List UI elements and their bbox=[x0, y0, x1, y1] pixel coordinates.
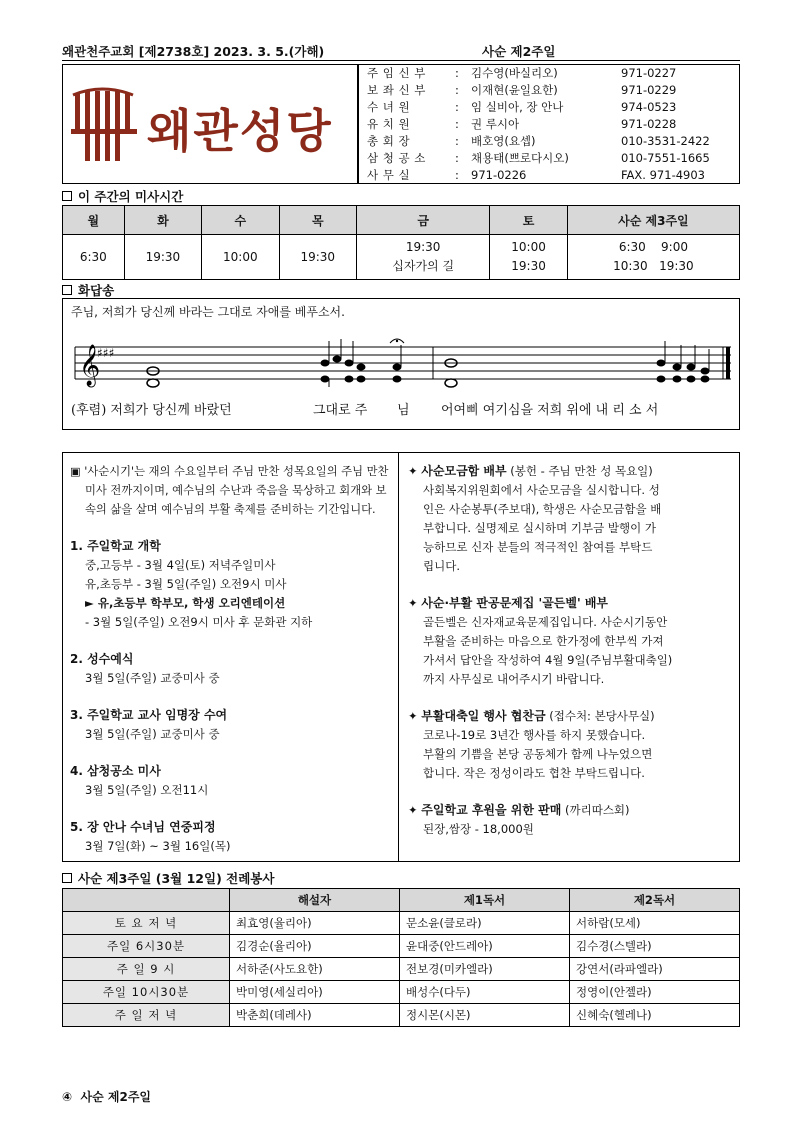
notice-title-note: (까리따스회) bbox=[565, 803, 630, 817]
staff-phone: 971-0227 bbox=[621, 66, 677, 80]
psalm-section-title: 화답송 bbox=[62, 281, 114, 299]
svg-text:𝄞: 𝄞 bbox=[79, 345, 101, 386]
duty-section-title: 사순 제3주일 (3월 12일) 전례봉사 bbox=[62, 869, 274, 887]
staff-phone: 971-0228 bbox=[621, 117, 677, 131]
parish-logo-box bbox=[62, 64, 358, 184]
square-bullet-icon bbox=[62, 191, 72, 201]
header-rule bbox=[62, 60, 740, 61]
liturgy-duty-table bbox=[62, 888, 740, 1027]
square-bullet-icon bbox=[62, 873, 72, 883]
psalm-box bbox=[62, 298, 740, 430]
notice-title: 주일학교 후원을 위한 판매 bbox=[421, 803, 562, 817]
svg-text:♯♯♯: ♯♯♯ bbox=[97, 346, 115, 360]
notice-block bbox=[408, 707, 734, 783]
notice-block bbox=[408, 801, 734, 839]
square-bullet-icon bbox=[62, 285, 72, 295]
mass-time: 19:30 bbox=[279, 235, 356, 280]
psalm-lyric: 어여삐 여기심을 저희 위에 내 리 소 서 bbox=[441, 403, 659, 418]
minister-name: 최효영(율리아) bbox=[230, 912, 400, 935]
mass-slot: 주일 10시30분 bbox=[63, 981, 230, 1004]
minister-name: 김수경(스텔라) bbox=[570, 935, 740, 958]
notice-line: 까지 사무실로 내어주시기 바랍니다. bbox=[423, 672, 605, 686]
orientation-highlight: ► 유,초등부 학부모, 학생 오리엔테이션 bbox=[85, 596, 286, 610]
parish-logo-icon bbox=[67, 87, 141, 163]
page-number: ④ bbox=[62, 1090, 73, 1104]
notice-line: 인은 사순봉투(주보대), 학생은 사순모금함을 배 bbox=[423, 502, 662, 516]
staff-row bbox=[359, 99, 739, 116]
notice-block bbox=[408, 462, 734, 576]
bulletin-header bbox=[62, 42, 740, 60]
duty-header bbox=[63, 889, 230, 912]
minister-name: 문소윤(클로라) bbox=[400, 912, 570, 935]
staff-name: 권 루시아 bbox=[471, 117, 520, 131]
mass-slot: 주 일 9 시 bbox=[63, 958, 230, 981]
day-header: 사순 제3주일 bbox=[567, 206, 739, 235]
staff-role: 유 치 원 bbox=[367, 117, 411, 131]
staff-row bbox=[359, 82, 739, 99]
staff-role: 삼 청 공 소 bbox=[367, 151, 426, 165]
day-header: 월 bbox=[63, 206, 125, 235]
staff-role: 수 녀 원 bbox=[367, 100, 411, 114]
staff-phone: 010-7551-1665 bbox=[621, 151, 710, 165]
colon: : bbox=[455, 83, 459, 97]
duty-header: 해설자 bbox=[230, 889, 400, 912]
notice-line: 능하므로 신자 분들의 적극적인 참여를 부탁드 bbox=[423, 540, 653, 554]
diamond-bullet-icon: ✦ bbox=[408, 596, 422, 610]
minister-name: 정영이(안젤라) bbox=[570, 981, 740, 1004]
staff-row bbox=[359, 65, 739, 82]
lent-intro: '사순시기'는 재의 수요일부터 주님 만찬 성목요일의 주님 만찬 미사 전까지이며, 예수님의 수난과 죽음을 묵상하고 회개와 보속의 삶을 살며 예수님의 부활 축제를 준비하는 기간입니다. bbox=[84, 465, 389, 516]
mass-slot: 토 요 저 녁 bbox=[63, 912, 230, 935]
day-header: 금 bbox=[356, 206, 489, 235]
mass-time-saturday: 10:00 19:30 bbox=[490, 235, 567, 280]
staff-phone: 971-0229 bbox=[621, 83, 677, 97]
psalm-lyric: 님 bbox=[397, 403, 410, 418]
table-row bbox=[63, 958, 740, 981]
notice-line: 된장,쌈장 - 18,000원 bbox=[423, 822, 534, 836]
minister-name: 정시몬(시몬) bbox=[400, 1004, 570, 1027]
diamond-bullet-icon: ✦ bbox=[408, 803, 422, 817]
staff-row bbox=[359, 116, 739, 133]
notice-line: 부활의 기쁨을 본당 공동체가 함께 나누었으면 bbox=[423, 747, 653, 761]
staff-role: 총 회 장 bbox=[367, 134, 411, 148]
colon: : bbox=[455, 66, 459, 80]
staff-row bbox=[359, 133, 739, 150]
notice-line: 립니다. bbox=[423, 559, 460, 573]
parish-name: 왜관성당 bbox=[147, 104, 333, 158]
notice-block bbox=[408, 594, 734, 689]
minister-name: 신혜숙(헬레나) bbox=[570, 1004, 740, 1027]
notice-title: 사순·부활 판공문제집 '골든벨' 배부 bbox=[421, 596, 609, 610]
notice-title: 4. 삼청공소 미사 bbox=[70, 764, 161, 778]
notice-title: 2. 성수예식 bbox=[70, 652, 134, 666]
staff-role: 보 좌 신 부 bbox=[367, 83, 426, 97]
notice-title-note: (봉헌 - 주님 만찬 성 목요일) bbox=[510, 464, 653, 478]
staff-phone: FAX. 971-4903 bbox=[621, 168, 705, 182]
day-header: 수 bbox=[202, 206, 279, 235]
psalm-lyric: (후렴) 저희가 당신께 바랐던 bbox=[71, 403, 232, 418]
day-header: 화 bbox=[124, 206, 201, 235]
notice-title: 3. 주일학교 교사 임명장 수여 bbox=[70, 708, 228, 722]
staff-phone: 974-0523 bbox=[621, 100, 677, 114]
notice-title: 부활대축일 행사 협찬금 bbox=[421, 709, 546, 723]
sunday-name: 사순 제2주일 bbox=[482, 44, 556, 59]
colon: : bbox=[455, 117, 459, 131]
staff-name: 971-0226 bbox=[471, 168, 527, 182]
minister-name: 박춘희(데레사) bbox=[230, 1004, 400, 1027]
staff-name: 이재현(윤일요한) bbox=[471, 83, 558, 97]
music-staff bbox=[71, 337, 735, 393]
staff-name: 김수영(바실리오) bbox=[471, 66, 558, 80]
minister-name: 서하람(모세) bbox=[570, 912, 740, 935]
day-header: 토 bbox=[490, 206, 567, 235]
psalm-refrain-text: 주님, 저희가 당신께 바라는 그대로 자애를 베푸소서. bbox=[71, 305, 345, 319]
mass-time: 19:30 bbox=[124, 235, 201, 280]
staff-role: 주 임 신 부 bbox=[367, 66, 426, 80]
staff-role: 사 무 실 bbox=[367, 168, 411, 182]
notice-line: 골든벨은 신자재교육문제집입니다. 사순시기동안 bbox=[423, 615, 668, 629]
notice-line: 가셔서 답안을 작성하여 4월 9일(주님부활대축일) bbox=[423, 653, 673, 667]
mass-time: 6:30 bbox=[63, 235, 125, 280]
staff-row bbox=[359, 150, 739, 167]
table-row bbox=[63, 935, 740, 958]
square-bullet-icon: ▣ bbox=[70, 465, 85, 478]
table-row bbox=[63, 1004, 740, 1027]
table-row bbox=[63, 912, 740, 935]
notice-line: 부활을 준비하는 마음으로 한가정에 한부씩 가져 bbox=[423, 634, 664, 648]
staff-directory bbox=[358, 64, 740, 184]
staff-row bbox=[359, 167, 739, 184]
notice-line: 합니다. 작은 정성이라도 협찬 부탁드립니다. bbox=[423, 766, 645, 780]
staff-name: 채용태(쁘로다시오) bbox=[471, 151, 569, 165]
page-footer bbox=[62, 1088, 151, 1105]
notice-line: 사회복지위원회에서 사순모금을 실시합니다. 성 bbox=[423, 483, 660, 497]
mass-times-table bbox=[62, 205, 740, 280]
notices-left-column: ▣ '사순시기'는 재의 수요일부터 주님 만찬 성목요일의 주님 만찬 미사 전까지이며, 예수님의 수난과 죽음을 묵상하고 회개와 보속의 삶을 살며 예수님의 부활 축제를 준비하는 기간입니다. 1. 주일학교 개학 중,고등부 - 3월 4일(토) 저녁주일미사 유,초등부 - 3월 5일(주일) 오전9시 미사 ► 유,초등부 학부모, 학생 오리엔테이션 - 3월 5일(주일) 오전9시 미사 후 문화관 지하 2. 성수예식 3월 5일(주일) 교중미사 중 3. 주일학교 교사 임명장 수여 3월 5일(주일) 교중미사 중 4. 삼청공소 미사 3월 5일(주일) 오전11시 5. 장 안나 수녀님 연중피정 3월 7일(화) ~ 3월 16일(목) bbox=[70, 465, 389, 853]
diamond-bullet-icon: ✦ bbox=[408, 464, 422, 478]
colon: : bbox=[455, 100, 459, 114]
mass-time: 10:00 bbox=[202, 235, 279, 280]
notices-divider bbox=[398, 452, 399, 862]
minister-name: 서하준(사도요한) bbox=[230, 958, 400, 981]
mass-time-friday: 19:30 십자가의 길 bbox=[356, 235, 489, 280]
footer-title: 사순 제2주일 bbox=[80, 1090, 152, 1104]
staff-name: 임 실비아, 장 안나 bbox=[471, 100, 564, 114]
mass-slot: 주 일 저 녁 bbox=[63, 1004, 230, 1027]
notice-title: 5. 장 안나 수녀님 연중피정 bbox=[70, 820, 216, 834]
notice-title-note: (접수처: 본당사무실) bbox=[549, 709, 655, 723]
minister-name: 윤대중(안드레아) bbox=[400, 935, 570, 958]
minister-name: 강연서(라파엘라) bbox=[570, 958, 740, 981]
minister-name: 전보경(미카엘라) bbox=[400, 958, 570, 981]
table-row bbox=[63, 981, 740, 1004]
notice-line: 부합니다. 실명제로 실시하며 기부금 발행이 가 bbox=[423, 521, 657, 535]
colon: : bbox=[455, 134, 459, 148]
mass-section-title: 이 주간의 미사시간 bbox=[62, 187, 183, 205]
colon: : bbox=[455, 168, 459, 182]
issue-info: 왜관천주교회 [제2738호] 2023. 3. 5.(가해) bbox=[62, 44, 325, 59]
notice-title: 사순모금함 배부 bbox=[421, 464, 507, 478]
mass-slot: 주일 6시30분 bbox=[63, 935, 230, 958]
minister-name: 박미영(세실리아) bbox=[230, 981, 400, 1004]
staff-name: 배호영(요셉) bbox=[471, 134, 536, 148]
duty-header: 제1독서 bbox=[400, 889, 570, 912]
mass-time-sunday: 6:30 9:00 10:30 19:30 bbox=[567, 235, 739, 280]
duty-header: 제2독서 bbox=[570, 889, 740, 912]
notices-right-column bbox=[408, 462, 734, 857]
minister-name: 김경순(율리아) bbox=[230, 935, 400, 958]
minister-name: 배성수(다두) bbox=[400, 981, 570, 1004]
day-header: 목 bbox=[279, 206, 356, 235]
notice-title: 1. 주일학교 개학 bbox=[70, 539, 161, 553]
colon: : bbox=[455, 151, 459, 165]
psalm-lyric: 그대로 주 bbox=[313, 403, 368, 418]
staff-phone: 010-3531-2422 bbox=[621, 134, 710, 148]
notice-line: 코로나-19로 3년간 행사를 하지 못했습니다. bbox=[423, 728, 646, 742]
diamond-bullet-icon: ✦ bbox=[408, 709, 422, 723]
